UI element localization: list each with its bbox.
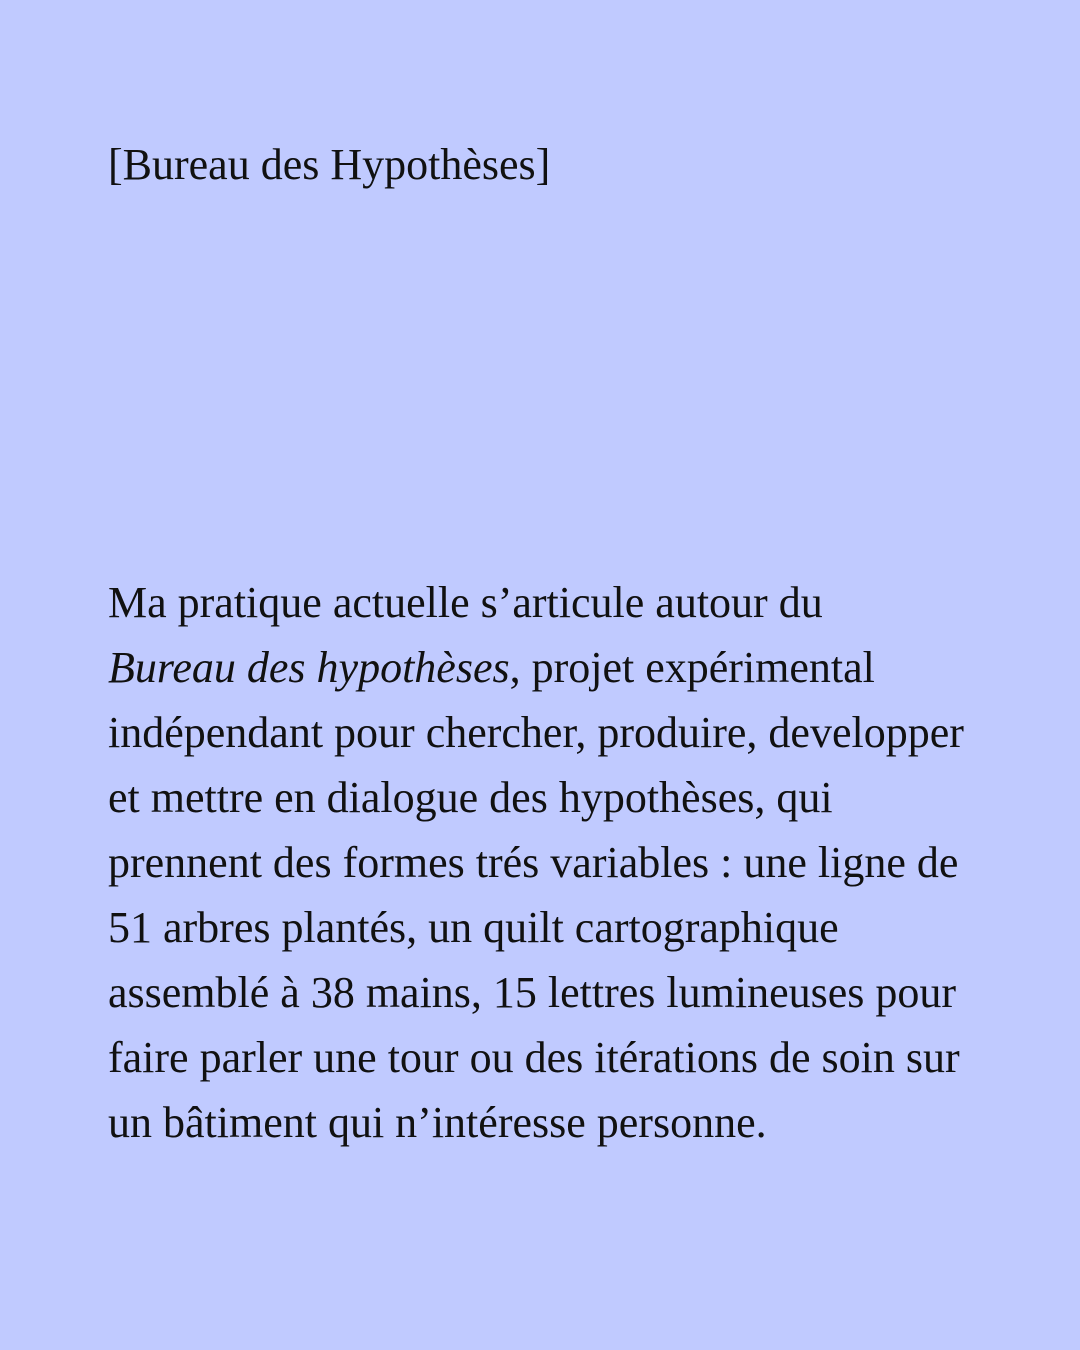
project-name-emphasis: Bureau des hypothèses — [108, 643, 510, 692]
header-title: [Bureau des Hypothèses] — [108, 140, 551, 189]
body-text-intro: Ma pratique actuelle s’articule autour du — [108, 578, 823, 627]
body-paragraph — [108, 570, 988, 1155]
body-text-description: , projet expérimental indépendant pour chercher, produire, developper et mettre en dialogue des hypothèses, qui prennent des formes trés variables : une ligne de 51 arbres plantés, un quilt cartographique assemblé à 38 mains, 15 lettres lumineuses pour faire parler une tour ou des itérations de soin sur un bâtiment qui n’intéresse personne. — [108, 643, 964, 1147]
